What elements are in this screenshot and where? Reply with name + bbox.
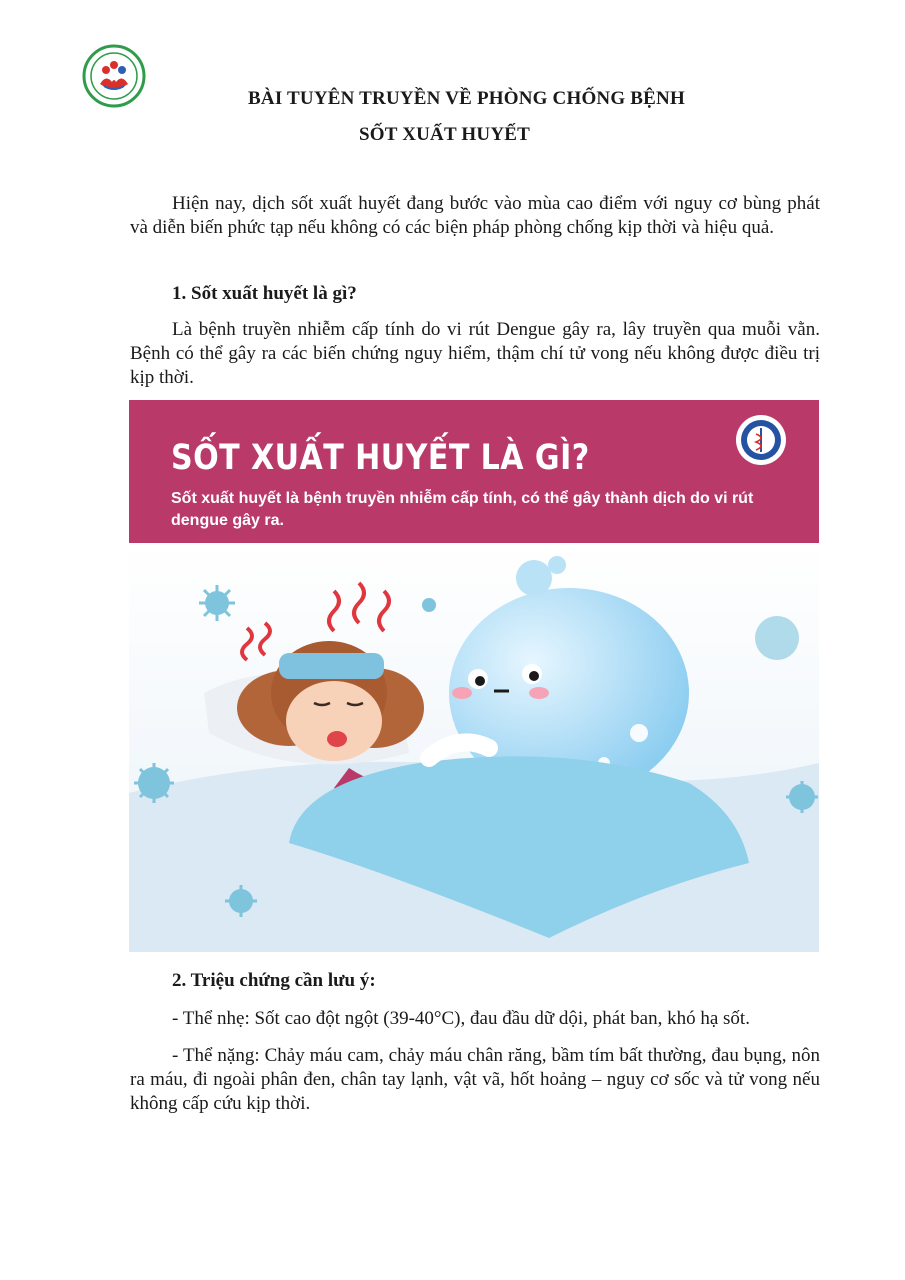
- banner-subtitle: Sốt xuất huyết là bệnh truyền nhiễm cấp tính, có thể gây thành dịch do vi rút dengue gây ra.: [171, 490, 754, 529]
- ministry-of-health-seal-icon: [735, 414, 787, 466]
- intro-paragraph: Hiện nay, dịch sốt xuất huyết đang bước vào mùa cao điểm với nguy cơ bùng phát và diễn biến phức tạp nếu không có các biện pháp phòng chống kịp thời và hiệu quả.: [130, 193, 820, 238]
- document-title-line-2: SỐT XUẤT HUYẾT: [358, 124, 531, 145]
- symptom-severe-paragraph: - Thể nặng: Chảy máu cam, chảy máu chân răng, bầm tím bất thường, đau bụng, nôn ra máu, đi ngoài phân đen, chân tay lạnh, vật vã, hốt hoảng – nguy cơ sốc và tử vong nếu không cấp cứu kịp thời.: [130, 1045, 820, 1114]
- document-title-line-1: BÀI TUYÊN TRUYỀN VỀ PHÒNG CHỐNG BỆNH: [248, 88, 685, 109]
- sick-child-illustration: [129, 543, 819, 952]
- section-1-heading: 1. Sốt xuất huyết là gì?: [172, 283, 357, 304]
- infographic-banner: [129, 400, 819, 952]
- section-1-paragraph: Là bệnh truyền nhiễm cấp tính do vi rút Dengue gây ra, lây truyền qua muỗi vằn. Bệnh có thể gây ra các biến chứng nguy hiểm, thậm chí tử vong nếu không được điều trị kịp thời.: [130, 319, 820, 388]
- symptom-mild-line: - Thể nhẹ: Sốt cao đột ngột (39-40°C), đau đầu dữ dội, phát ban, khó hạ sốt.: [172, 1008, 750, 1029]
- banner-title: SỐT XUẤT HUYẾT LÀ GÌ?: [171, 438, 590, 478]
- section-2-heading: 2. Triệu chứng cần lưu ý:: [172, 970, 376, 991]
